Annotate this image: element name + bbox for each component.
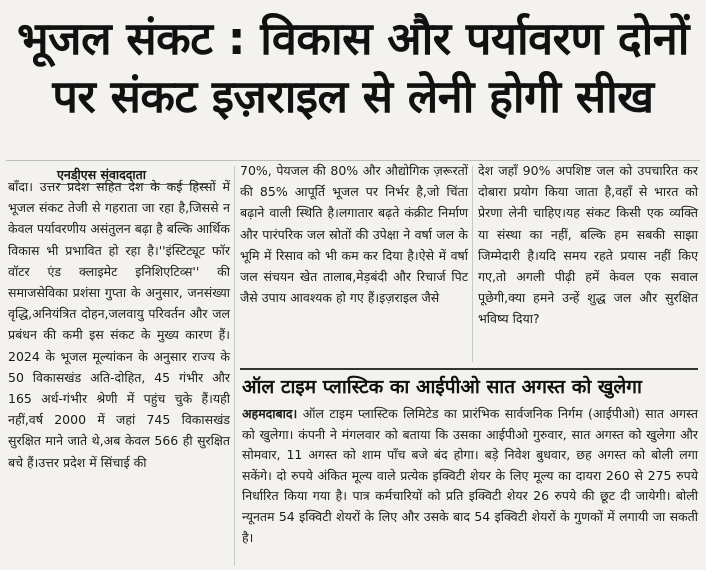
article-column-2 <box>240 160 468 308</box>
column-1-text: बाँदा। उत्तर प्रदेश सहित देश के कई हिस्सों में भूजल संकट तेजी से गहराता जा रहा है,जिससे न केवल पर्यावरणीय असंतुलन बढ़ा है बल्कि आर्थिक विकास भी प्रभावित हो रहा है।''इंस्टिट्यूट फॉर वॉटर एंड क्लाइमेट इनिशिएटिव्स'' की समाजसेविका प्रशंसा गुप्ता के अनुसार, जनसंख्या वृद्धि,अनियंत्रित दोहन,जलवायु परिवर्तन और जल प्रबंधन की कमी इस संकट के मुख्य कारण हैं।2024 के भूजल मूल्यांकन के अनुसार राज्य के 50 विकासखंड अति-दोहित, 45 गंभीर और 165 अर्ध-गंभीर श्रेणी में पहुंच चुके हैं।यही नहीं,वर्ष 2000 में जहां 745 विकासखंड सुरक्षित माने जाते थे,अब केवल 566 ही सुरक्षित बचे हैं।उत्तर प्रदेश में सिंचाई की <box>8 179 230 470</box>
column-3-text: देश जहाँ 90% अपशिष्ट जल को उपचारित कर दोबारा प्रयोग किया जाता है,वहाँ से भारत को प्रेरणा लेनी चाहिए।यह संकट किसी एक व्यक्ति या संस्था का नहीं, बल्कि हम सबकी साझा जिम्मेदारी है।यदि समय रहते प्रयास नहीं किए गए,तो अगली पीढ़ी हमें केवल एक सवाल पूछेगी,क्या हमने उन्हें शुद्ध जल और सुरक्षित भविष्य दिया? <box>478 163 698 327</box>
byline: एनडीएस संवाददाता <box>57 166 207 185</box>
article-column-3 <box>478 160 698 330</box>
column-divider-1 <box>234 166 235 566</box>
headline-line-2: पर संकट इज़राइल से लेनी होगी सीख <box>52 70 654 123</box>
headline-line-1: भूजल संकट : विकास और पर्यावरण दोनों <box>17 12 689 65</box>
ipo-story-body <box>242 404 698 548</box>
article-column-1 <box>8 176 230 473</box>
ipo-story-rule <box>240 368 698 370</box>
headline <box>6 10 700 126</box>
column-divider-2 <box>472 166 473 362</box>
ipo-story-text: ऑल टाइम प्लास्टिक लिमिटेड का प्रारंभिक सार्वजनिक निर्गम (आईपीओ) सात अगस्त को खुलेगा। कंपनी ने मंगलवार को बताया कि उसका आईपीओ गुरुवार, सात अगस्त को खुलेगा और सोमवार, 11 अगस्त को शाम पाँच बजे बंद होगा। बड़े निवेश बुधवार, छह अगस्त को बोली लगा सकेंगे। दो रुपये अंकित मूल्य वाले प्रत्येक इक्विटी शेयर के लिए मूल्य का दायरा 260 से 275 रुपये निर्धारित किया गया है। पात्र कर्मचारियों को प्रति इक्विटी शेयर 26 रुपये की छूट दी जायेगी। बोली न्यूनतम 54 इक्विटी शेयरों के लिए और उसके बाद 54 इक्विटी शेयरों के गुणकों में लगायी जा सकती है। <box>242 406 698 545</box>
ipo-story-title: ऑल टाइम प्लास्टिक का आईपीओ सात अगस्त को खुलेगा <box>242 376 642 398</box>
column-2-text: 70%, पेयजल की 80% और औद्योगिक ज़रूरतों की 85% आपूर्ति भूजल पर निर्भर है,जो चिंता बढ़ाने वाली स्थिति है।लगातार बढ़ते कंक्रीट निर्माण और पारंपरिक जल स्रोतों की उपेक्षा ने वर्षा जल के भूमि में रिसाव को भी कम कर दिया है।ऐसे में वर्षा जल संचयन खेत तालाब,मेड़बंदी और रिचार्ज पिट जैसे उपाय आवश्यक हो गए हैं।इज़राइल जैसे <box>240 163 468 306</box>
ipo-story-location: अहमदाबाद। <box>242 406 298 421</box>
